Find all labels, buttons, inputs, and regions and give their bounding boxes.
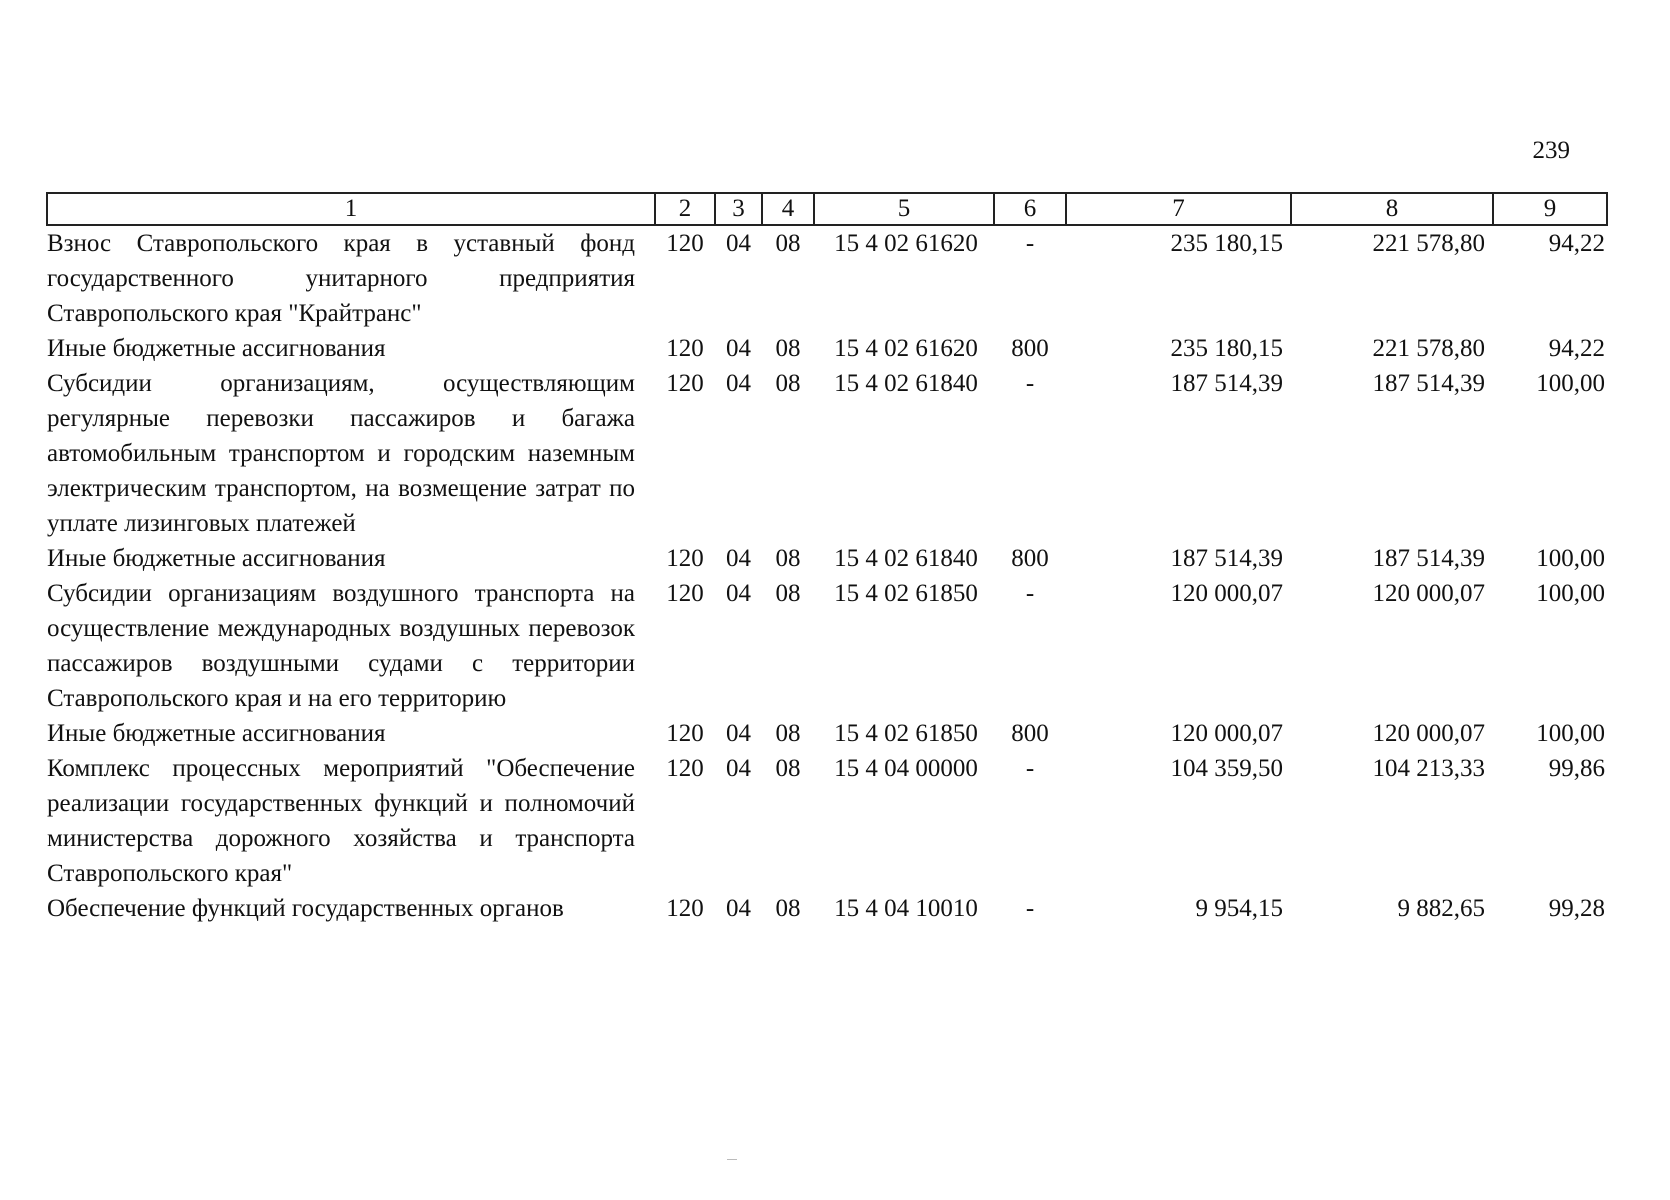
row-col-5: 15 4 02 61850 (834, 580, 978, 607)
column-header-6: 6 (994, 193, 1066, 225)
row-col-7: 120 000,07 (1170, 720, 1283, 747)
scan-speck (727, 1159, 737, 1160)
row-col-9: 100,00 (1536, 720, 1605, 747)
row-name: Иные бюджетные ассигнования (47, 720, 386, 747)
row-col-5: 15 4 04 10010 (834, 895, 978, 922)
row-col-3: 04 (726, 895, 751, 922)
row-col-4: 08 (775, 545, 801, 572)
table-row (47, 751, 1607, 891)
column-header-7: 7 (1066, 193, 1291, 225)
row-col-2: 120 (666, 895, 704, 922)
column-header-1: 1 (47, 193, 655, 225)
row-col-5: 15 4 02 61840 (834, 370, 978, 397)
row-col-2: 120 (666, 720, 704, 747)
row-col-6: 800 (1011, 335, 1049, 362)
row-col-9: 94,22 (1548, 230, 1605, 257)
row-col-3: 04 (726, 370, 751, 397)
row-col-2: 120 (666, 335, 704, 362)
row-name: Обеспечение функций государственных органов (47, 895, 564, 922)
row-col-6: - (1025, 580, 1035, 607)
row-name: Комплекс процессных мероприятий "Обеспечение реализации государственных функций и полномочий министерства дорожного хозяйства и транспорта Ставропольского края" (47, 755, 635, 887)
row-col-8: 104 213,33 (1372, 755, 1485, 782)
row-col-9: 100,00 (1536, 580, 1605, 607)
row-col-3: 04 (726, 755, 751, 782)
row-col-2: 120 (666, 580, 704, 607)
row-col-5: 15 4 04 00000 (834, 755, 978, 782)
row-col-6: 800 (1011, 545, 1049, 572)
column-header-3: 3 (715, 193, 762, 225)
row-col-8: 187 514,39 (1372, 370, 1485, 397)
row-col-7: 235 180,15 (1170, 230, 1283, 257)
row-col-9: 100,00 (1536, 370, 1605, 397)
row-name: Иные бюджетные ассигнования (47, 335, 386, 362)
row-col-8: 9 882,65 (1397, 895, 1485, 922)
row-col-3: 04 (726, 545, 751, 572)
row-col-7: 235 180,15 (1170, 335, 1283, 362)
column-header-8: 8 (1291, 193, 1493, 225)
row-col-4: 08 (775, 720, 801, 747)
row-col-7: 104 359,50 (1170, 755, 1283, 782)
row-col-6: - (1025, 370, 1035, 397)
table-row (47, 716, 1607, 751)
row-col-3: 04 (726, 720, 751, 747)
row-col-8: 120 000,07 (1372, 720, 1485, 747)
table-row (47, 331, 1607, 366)
row-col-7: 9 954,15 (1195, 895, 1283, 922)
table-row (47, 366, 1607, 541)
row-col-7: 120 000,07 (1170, 580, 1283, 607)
row-col-6: - (1025, 230, 1035, 257)
column-header-4: 4 (762, 193, 814, 225)
row-col-3: 04 (726, 335, 751, 362)
row-col-7: 187 514,39 (1170, 370, 1283, 397)
row-col-8: 221 578,80 (1372, 335, 1485, 362)
row-col-8: 187 514,39 (1372, 545, 1485, 572)
row-col-8: 221 578,80 (1372, 230, 1485, 257)
table-header (47, 193, 1607, 225)
row-name: Субсидии организациям, осуществляющим регулярные перевозки пассажиров и багажа автомобильным транспортом и городским наземным электрическим транспортом, на возмещение затрат по уплате лизинговых платежей (47, 370, 635, 537)
column-header-2: 2 (655, 193, 715, 225)
row-name: Иные бюджетные ассигнования (47, 545, 386, 572)
row-col-9: 99,86 (1548, 755, 1605, 782)
row-col-5: 15 4 02 61840 (834, 545, 978, 572)
table-row (47, 891, 1607, 926)
row-col-4: 08 (775, 230, 801, 257)
row-col-5: 15 4 02 61620 (834, 230, 978, 257)
page-number: 239 (1532, 137, 1570, 164)
row-col-9: 94,22 (1548, 335, 1605, 362)
budget-table (46, 192, 1608, 926)
row-col-5: 15 4 02 61850 (834, 720, 978, 747)
row-col-5: 15 4 02 61620 (834, 335, 978, 362)
row-col-4: 08 (775, 895, 801, 922)
row-name: Субсидии организациям воздушного транспорта на осуществление международных воздушных перевозок пассажиров воздушными судами с территории Ставропольского края и на его территорию (47, 580, 635, 712)
column-header-9: 9 (1493, 193, 1607, 225)
row-col-2: 120 (666, 230, 704, 257)
row-col-6: - (1025, 895, 1035, 922)
table-row (47, 576, 1607, 716)
row-col-9: 99,28 (1548, 895, 1605, 922)
header-row (47, 193, 1607, 225)
row-col-4: 08 (775, 370, 801, 397)
row-col-4: 08 (775, 755, 801, 782)
column-header-5: 5 (814, 193, 994, 225)
row-col-2: 120 (666, 755, 704, 782)
table-body (47, 225, 1607, 926)
row-col-2: 120 (666, 370, 704, 397)
row-name: Взнос Ставропольского края в уставный фонд государственного унитарного предприятия Ставропольского края "Крайтранс" (47, 230, 635, 327)
row-col-4: 08 (775, 335, 801, 362)
row-col-2: 120 (666, 545, 704, 572)
row-col-7: 187 514,39 (1170, 545, 1283, 572)
row-col-3: 04 (726, 580, 751, 607)
row-col-8: 120 000,07 (1372, 580, 1485, 607)
table-row (47, 225, 1607, 331)
row-col-3: 04 (726, 230, 751, 257)
row-col-6: - (1025, 755, 1035, 782)
row-col-9: 100,00 (1536, 545, 1605, 572)
row-col-4: 08 (775, 580, 801, 607)
row-col-6: 800 (1011, 720, 1049, 747)
table-row (47, 541, 1607, 576)
